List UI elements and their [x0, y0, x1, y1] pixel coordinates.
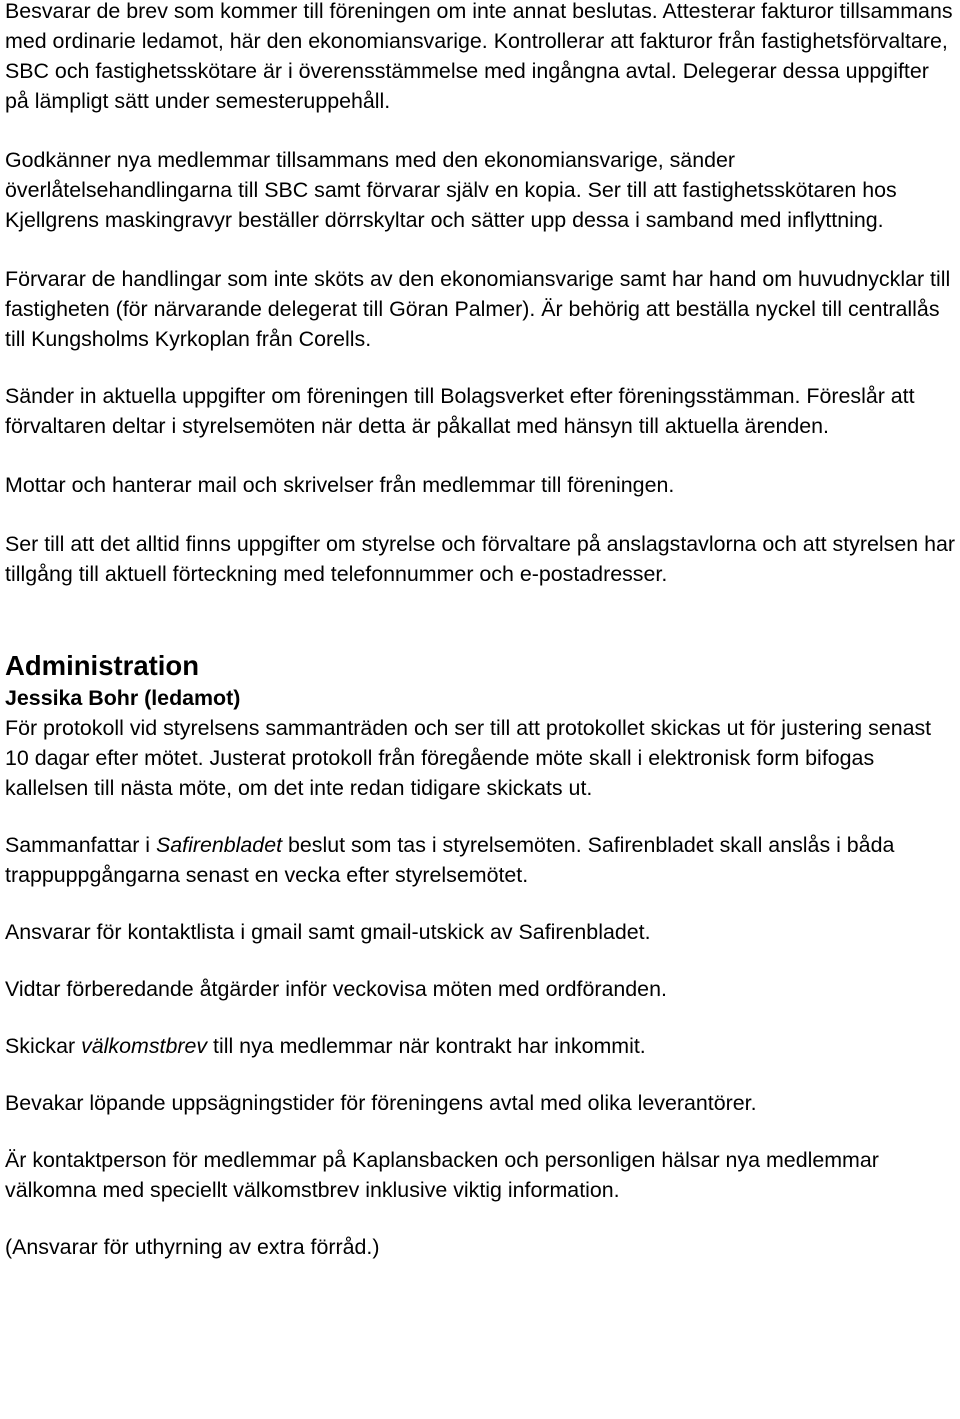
paragraph-new-members: Godkänner nya medlemmar tillsammans med den ekonomiansvarige, sänder överlåtelsehandlingarna till SBC samt förvarar själv en kopia. Ser till att fastighetsskötaren hos Kjellgrens maskingravyr beställer dörrskyltar och sätter upp dessa i samband med inflyttning. [5, 148, 897, 232]
paragraph-kaplansbacken: Är kontaktperson för medlemmar på Kaplansbacken och personligen hälsar nya medlemmar välkomna med speciellt välkomstbrev inklusive viktig information. [5, 1148, 879, 1202]
text-segment: Sammanfattar i [5, 833, 156, 857]
paragraph-documents-keys: Förvarar de handlingar som inte sköts av den ekonomiansvarige samt har hand om huvudnycklar till fastigheten (för närvarande delegerat till Göran Palmer). Är behörig att beställa nyckel till centrallås till Kungsholms Kyrkoplan från Corells. [5, 267, 951, 351]
paragraph-letters-invoices: Besvarar de brev som kommer till föreningen om inte annat beslutas. Attesterar fakturor tillsammans med ordinarie ledamot, här den ekonomiansvarige. Kontrollerar att fakturor från fastighetsförvaltare, SBC och fastighetsskötare är i överensstämmelse med ingångna avtal. Delegerar dessa uppgifter på lämpligt sätt under semesteruppehåll. [5, 0, 953, 113]
paragraph-bolagsverket: Sänder in aktuella uppgifter om föreningen till Bolagsverket efter föreningsstämman. Föreslår att förvaltaren deltar i styrelsemöten när detta är påkallat med hänsyn till aktuella ärenden. [5, 384, 915, 438]
italic-term: Safirenbladet [155, 833, 283, 857]
paragraph-safirenbladet [5, 830, 957, 890]
paragraph-protocol: För protokoll vid styrelsens sammanträden och ser till att protokollet skickas ut för justering senast 10 dagar efter mötet. Justerat protokoll från föregående möte skall i elektronisk form bifogas kallelsen till nästa möte, om det inte redan tidigare skickats ut. [5, 716, 932, 800]
text-segment: beslut som tas i styrelsemöten. Safirenbladet skall anslås i båda trappuppgångarna senast en vecka efter styrelsemötet. [5, 833, 895, 887]
paragraph-mail: Mottar och hanterar mail och skrivelser från medlemmar till föreningen. [5, 473, 675, 497]
document-page [5, 0, 957, 1262]
text-segment: Skickar [5, 1034, 82, 1058]
section-heading: Administration [5, 650, 200, 681]
person-name: Jessika Bohr (ledamot) [5, 686, 241, 710]
paragraph-contracts: Bevakar löpande uppsägningstider för föreningens avtal med olika leverantörer. [5, 1091, 757, 1115]
paragraph-storage: (Ansvarar för uthyrning av extra förråd.) [5, 1235, 380, 1259]
paragraph-contact-list: Ansvarar för kontaktlista i gmail samt gmail-utskick av Safirenbladet. [5, 920, 651, 944]
paragraph-weekly-meetings: Vidtar förberedande åtgärder inför veckovisa möten med ordföranden. [5, 977, 667, 1001]
paragraph-notice-boards: Ser till att det alltid finns uppgifter om styrelse och förvaltare på anslagstavlorna och att styrelsen har tillgång till aktuell förteckning med telefonnummer och e-postadresser. [5, 532, 955, 586]
administration-section [5, 649, 957, 1262]
chairman-duties-section [5, 0, 957, 589]
italic-term: välkomstbrev [81, 1034, 208, 1058]
text-segment: till nya medlemmar när kontrakt har inkommit. [207, 1034, 646, 1058]
paragraph-welcome-letter [5, 1031, 957, 1061]
